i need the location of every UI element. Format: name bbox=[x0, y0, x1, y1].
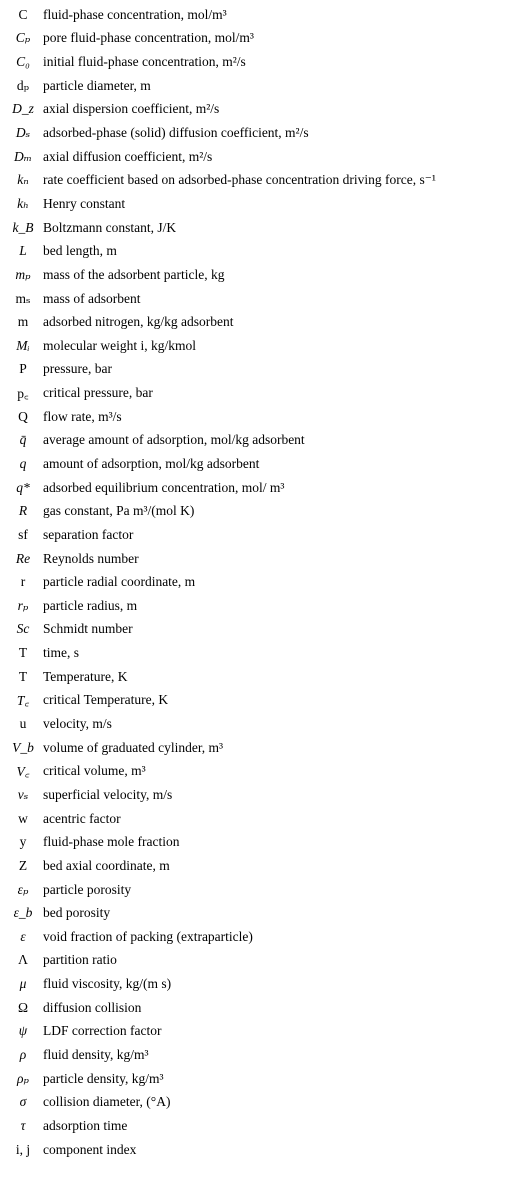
nomenclature-symbol: Mᵢ bbox=[16, 337, 30, 353]
nomenclature-row bbox=[0, 98, 508, 122]
nomenclature-row bbox=[0, 523, 508, 547]
nomenclature-row bbox=[0, 405, 508, 429]
nomenclature-symbol: q̄ bbox=[19, 432, 27, 448]
nomenclature-symbol: mₛ bbox=[15, 290, 31, 306]
nomenclature-symbol: T bbox=[18, 668, 28, 684]
nomenclature-symbol: Cₚ bbox=[15, 30, 31, 46]
nomenclature-row bbox=[0, 878, 508, 902]
nomenclature-symbol: rₚ bbox=[17, 597, 29, 613]
nomenclature-symbol: r bbox=[20, 574, 26, 590]
nomenclature-row bbox=[0, 996, 508, 1020]
nomenclature-symbol: μ bbox=[19, 976, 27, 992]
nomenclature-description: fluid-phase mole fraction bbox=[43, 834, 180, 850]
nomenclature-description: bed porosity bbox=[43, 905, 111, 921]
nomenclature-description: separation factor bbox=[43, 526, 134, 542]
nomenclature-row bbox=[0, 1090, 508, 1114]
nomenclature-description: partition ratio bbox=[43, 952, 117, 968]
nomenclature-description: amount of adsorption, mol/kg adsorbent bbox=[43, 455, 260, 471]
nomenclature-description: Boltzmann constant, J/K bbox=[43, 219, 177, 235]
nomenclature-symbol: ψ bbox=[18, 1023, 28, 1039]
nomenclature-description: acentric factor bbox=[43, 810, 121, 826]
nomenclature-description: superficial velocity, m/s bbox=[43, 786, 173, 802]
nomenclature-symbol: q bbox=[19, 455, 27, 471]
nomenclature-description: critical Temperature, K bbox=[43, 692, 169, 708]
nomenclature-symbol: k_B bbox=[12, 219, 34, 235]
nomenclature-description: particle radial coordinate, m bbox=[43, 574, 196, 590]
nomenclature-description: adsorbed nitrogen, kg/kg adsorbent bbox=[43, 314, 234, 330]
nomenclature-symbol: Dₘ bbox=[13, 148, 33, 164]
nomenclature-description: critical pressure, bar bbox=[43, 385, 153, 401]
nomenclature-row bbox=[0, 760, 508, 784]
nomenclature-row bbox=[0, 925, 508, 949]
nomenclature-row bbox=[0, 901, 508, 925]
nomenclature-row bbox=[0, 452, 508, 476]
nomenclature-row bbox=[0, 145, 508, 169]
nomenclature-description: initial fluid-phase concentration, m²/s bbox=[43, 54, 246, 70]
nomenclature-symbol: dₚ bbox=[16, 77, 30, 93]
nomenclature-description: Schmidt number bbox=[43, 621, 133, 637]
nomenclature-row bbox=[0, 168, 508, 192]
nomenclature-symbol: q* bbox=[16, 479, 30, 495]
nomenclature-symbol: i, j bbox=[15, 1141, 31, 1157]
nomenclature-symbol: T꜀ bbox=[16, 693, 30, 709]
nomenclature-row bbox=[0, 1043, 508, 1067]
nomenclature-row bbox=[0, 263, 508, 287]
nomenclature-symbol: C₀ bbox=[16, 54, 30, 70]
nomenclature-description: adsorbed-phase (solid) diffusion coefficient, m²/s bbox=[43, 125, 309, 141]
nomenclature-symbol: p꜀ bbox=[17, 386, 29, 402]
nomenclature-description: gas constant, Pa m³/(mol K) bbox=[43, 503, 195, 519]
nomenclature-symbol: V_b bbox=[12, 739, 34, 755]
nomenclature-symbol: Q bbox=[18, 408, 28, 424]
nomenclature-description: time, s bbox=[43, 645, 79, 661]
nomenclature-row bbox=[0, 499, 508, 523]
nomenclature-row bbox=[0, 618, 508, 642]
nomenclature-row bbox=[0, 216, 508, 240]
nomenclature-row bbox=[0, 287, 508, 311]
nomenclature-description: adsorption time bbox=[43, 1117, 128, 1133]
nomenclature-description: collision diameter, (°A) bbox=[43, 1094, 171, 1110]
nomenclature-symbol: w bbox=[18, 810, 28, 826]
nomenclature-symbol: u bbox=[19, 716, 27, 732]
nomenclature-description: bed axial coordinate, m bbox=[43, 857, 170, 873]
nomenclature-symbol: V꜀ bbox=[16, 764, 30, 780]
nomenclature-symbol: ρₚ bbox=[17, 1070, 29, 1086]
nomenclature-symbol: kₙ bbox=[17, 172, 29, 188]
nomenclature-symbol: ε_b bbox=[13, 905, 33, 921]
nomenclature-description: velocity, m/s bbox=[43, 716, 112, 732]
nomenclature-description: average amount of adsorption, mol/kg adsorbent bbox=[43, 432, 305, 448]
nomenclature-row bbox=[0, 27, 508, 51]
nomenclature-row bbox=[0, 689, 508, 713]
nomenclature-description: axial dispersion coefficient, m²/s bbox=[43, 101, 220, 117]
nomenclature-row bbox=[0, 3, 508, 27]
nomenclature-description: fluid-phase concentration, mol/m³ bbox=[43, 6, 227, 22]
nomenclature-row bbox=[0, 50, 508, 74]
nomenclature-description: fluid viscosity, kg/(m s) bbox=[43, 976, 172, 992]
nomenclature-description: axial diffusion coefficient, m²/s bbox=[43, 148, 213, 164]
nomenclature-symbol: ρ bbox=[19, 1047, 27, 1062]
nomenclature-description: mass of adsorbent bbox=[43, 290, 141, 306]
nomenclature-symbol: T bbox=[18, 645, 28, 661]
nomenclature-description: LDF correction factor bbox=[43, 1023, 162, 1039]
nomenclature-symbol: Dₛ bbox=[15, 125, 31, 141]
nomenclature-symbol: R bbox=[18, 503, 28, 519]
nomenclature-description: rate coefficient based on adsorbed-phase concentration driving force, s⁻¹ bbox=[43, 172, 436, 188]
nomenclature-description: Reynolds number bbox=[43, 550, 139, 566]
nomenclature-symbol: Λ bbox=[18, 952, 28, 968]
nomenclature-row bbox=[0, 547, 508, 571]
nomenclature-row bbox=[0, 1114, 508, 1138]
nomenclature-description: adsorbed equilibrium concentration, mol/ m³ bbox=[43, 479, 285, 495]
nomenclature-row bbox=[0, 239, 508, 263]
nomenclature-symbol: P bbox=[19, 361, 27, 377]
nomenclature-description: particle porosity bbox=[43, 881, 132, 897]
nomenclature-row bbox=[0, 783, 508, 807]
nomenclature-row bbox=[0, 1138, 508, 1162]
nomenclature-row bbox=[0, 949, 508, 973]
nomenclature-row bbox=[0, 1020, 508, 1044]
nomenclature-row bbox=[0, 972, 508, 996]
nomenclature-row bbox=[0, 665, 508, 689]
nomenclature-description: fluid density, kg/m³ bbox=[43, 1047, 149, 1062]
nomenclature-row bbox=[0, 358, 508, 382]
nomenclature-description: particle radius, m bbox=[43, 597, 138, 613]
nomenclature-row bbox=[0, 712, 508, 736]
nomenclature-row bbox=[0, 807, 508, 831]
nomenclature-row bbox=[0, 641, 508, 665]
nomenclature-row bbox=[0, 736, 508, 760]
nomenclature-row bbox=[0, 476, 508, 500]
nomenclature-symbol: y bbox=[19, 834, 27, 850]
nomenclature-symbol: D_z bbox=[12, 101, 34, 117]
nomenclature-symbol: τ bbox=[20, 1117, 26, 1133]
nomenclature-row bbox=[0, 1067, 508, 1091]
nomenclature-description: pressure, bar bbox=[43, 361, 112, 377]
nomenclature-symbol: σ bbox=[19, 1094, 27, 1110]
nomenclature-row bbox=[0, 74, 508, 98]
nomenclature-row bbox=[0, 334, 508, 358]
nomenclature-description: mass of the adsorbent particle, kg bbox=[43, 266, 225, 282]
nomenclature-row bbox=[0, 830, 508, 854]
nomenclature-description: particle density, kg/m³ bbox=[43, 1070, 164, 1086]
nomenclature-description: bed length, m bbox=[43, 243, 117, 259]
nomenclature-symbol: sf bbox=[18, 526, 28, 542]
nomenclature-row bbox=[0, 594, 508, 618]
nomenclature-symbol: mₚ bbox=[15, 266, 31, 282]
nomenclature-row bbox=[0, 854, 508, 878]
nomenclature-description: Temperature, K bbox=[43, 668, 128, 684]
nomenclature-symbol: Re bbox=[15, 550, 31, 566]
nomenclature-symbol: Ω bbox=[17, 999, 29, 1015]
nomenclature-description: particle diameter, m bbox=[43, 77, 151, 93]
nomenclature-symbol: m bbox=[17, 314, 29, 330]
nomenclature-description: flow rate, m³/s bbox=[43, 408, 122, 424]
nomenclature-description: diffusion collision bbox=[43, 999, 142, 1015]
nomenclature-symbol: Z bbox=[18, 857, 28, 873]
nomenclature-symbol: ε bbox=[20, 928, 26, 944]
nomenclature-description: pore fluid-phase concentration, mol/m³ bbox=[43, 30, 254, 46]
nomenclature-description: void fraction of packing (extraparticle) bbox=[43, 928, 253, 944]
nomenclature-description: component index bbox=[43, 1141, 137, 1157]
nomenclature-row bbox=[0, 121, 508, 145]
nomenclature-description: molecular weight i, kg/kmol bbox=[43, 337, 196, 353]
nomenclature-description: Henry constant bbox=[43, 195, 126, 211]
nomenclature-symbol: L bbox=[19, 243, 27, 259]
nomenclature-symbol: vₛ bbox=[17, 786, 29, 802]
nomenclature-row bbox=[0, 570, 508, 594]
nomenclature-symbol: kₕ bbox=[17, 195, 29, 211]
nomenclature-row bbox=[0, 429, 508, 453]
nomenclature-symbol: C bbox=[18, 6, 28, 22]
nomenclature-row bbox=[0, 192, 508, 216]
nomenclature-symbol: Sc bbox=[16, 621, 30, 637]
nomenclature-symbol: εₚ bbox=[17, 881, 29, 897]
nomenclature-row bbox=[0, 310, 508, 334]
nomenclature-row bbox=[0, 381, 508, 405]
nomenclature-description: volume of graduated cylinder, m³ bbox=[43, 739, 224, 755]
nomenclature-description: critical volume, m³ bbox=[43, 763, 146, 779]
